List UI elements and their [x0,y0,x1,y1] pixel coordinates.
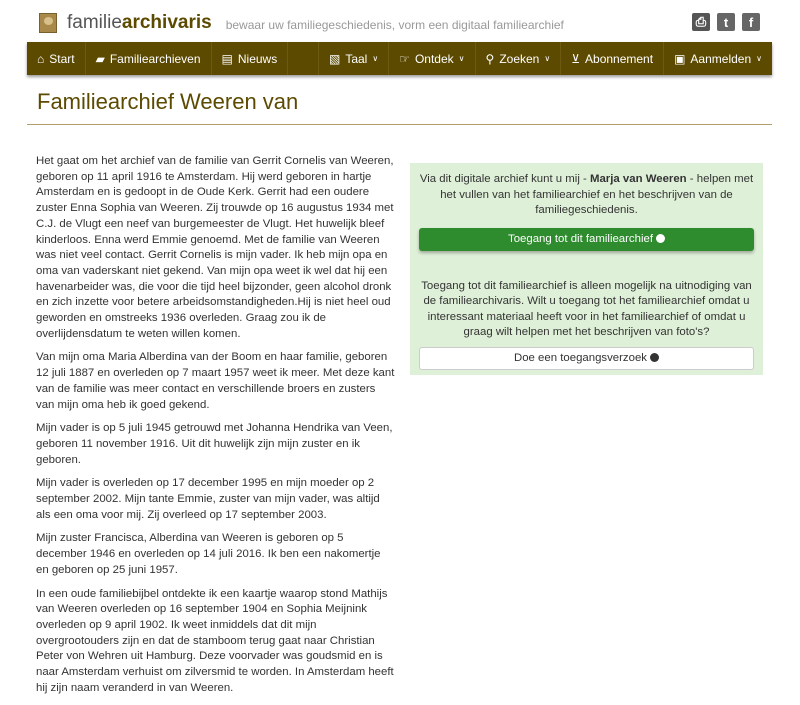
nav-ontdek[interactable] [389,42,475,75]
nav-label: Zoeken [499,51,540,66]
chevron-circle-right-icon [650,353,659,362]
request-access-button[interactable] [419,347,754,370]
button-label: Doe een toegangsverzoek [514,351,647,364]
paragraph: Mijn vader is overleden op 17 december 1995 en mijn moeder op 2 september 2002. Mijn tante Emmie, zuster van mijn vader, was altijd als een oma voor mij. Zij overleed op 17 september 2003. [36,477,380,521]
home-icon: ⌂ [37,51,45,66]
access-archive-button[interactable] [419,228,754,251]
search-icon: ⚲ [485,51,495,66]
nav-nieuws[interactable] [212,42,289,75]
intro-text: - helpen met het vullen van het familiearchief en het beschrijven van de familiegeschiedenis. [440,173,754,216]
access-panel [410,163,763,375]
nav-taal[interactable] [319,42,389,75]
archive-description [36,154,396,705]
brand-bold: archivaris [121,12,212,33]
nav-label: Abonnement [585,51,654,66]
nav-label: Ontdek [414,51,454,66]
chevron-circle-right-icon [656,234,665,243]
panel-intro [419,172,754,219]
button-label: Toegang tot dit familiearchief [508,232,653,245]
brand-light: familie [67,12,122,33]
chevron-down-icon: ∨ [458,54,465,63]
nav-label: Nieuws [237,51,278,66]
lock-icon: ▣ [674,51,686,66]
translate-icon: ▧ [328,51,341,66]
newspaper-icon: ▤ [221,51,233,66]
tagline: bewaar uw familiegeschiedenis, vorm een digitaal familiearchief [225,17,564,32]
nav-start[interactable] [27,42,86,75]
nav-label: Taal [345,51,368,66]
paragraph: In een oude familiebijbel ontdekte ik een kaartje waarop stond Mathijs van Weeren overleden op 16 september 1904 en Sophia Meijnink overleden op 9 april 1902. Ik weet inmiddels dat dit mijn overgrootouders zijn en dat de stamboom terug gaat naar Christian Peter von Wehren uit Hamburg. Deze voorvader was goudsmid en is naar Amsterdam verhuist om zilversmid te worden. In Amsterdam heeft hij zijn naam veranderd in van Weeren. [36,587,394,694]
nav-abonnement[interactable] [561,42,664,75]
facebook-icon[interactable]: f [742,13,760,31]
main-nav [27,42,772,75]
paragraph: Het gaat om het archief van de familie van Gerrit Cornelis van Weeren, geboren op 11 april 1916 te Amsterdam. Hij werd geboren in hartje Amsterdam en is gedoopt in de Oude Kerk. Gerrit had een oudere zuster Enna Sophia van Weeren. Zij trouwde op 16 augustus 1934 met C.J. de Vlugt een neef van burgemeester de Vlugt. Het huwelijk bleef kinderloos. Enna werd Emmie genoemd. Met de familie van Weeren was niet veel contact. Gerrit Cornelis is mijn vader. Ik heb mijn opa en oma van vaderskant niet gekend. Van mijn opa weet ik wel dat hij een havenarbeider was, die voor die tijd heel bijzonder, geen alcohol dronk en zich inzette voor betere arbeidsomstandigheden.Hij is niet heel oud geworden en omstreeks 1936 overleden. Graag zou ik de overlijdensdatum te weten willen komen. [36,155,394,340]
nav-zoeken[interactable] [476,42,562,75]
chevron-down-icon: ∨ [544,54,551,63]
chevron-down-icon: ∨ [372,54,379,63]
paragraph: Mijn zuster Francisca, Alberdina van Weeren is geboren op 5 december 1946 en overleden op 14 juli 2016. Ik ben een nakomertje en geboren op 25 juni 1957. [36,532,381,576]
nav-label: Start [49,51,75,66]
tree-logo-icon[interactable] [39,13,57,33]
nav-spacer [288,42,319,75]
hand-icon: ☞ [399,51,410,66]
book-icon: ▰ [95,51,105,66]
page-title: Familiearchief Weeren van [37,89,299,114]
panel-info: Toegang tot dit familiearchief is alleen mogelijk na uitnodiging van de familiearchivaris. Wilt u toegang tot het familiearchief omdat u interessant materiaal heeft voor in het familiearchief of omdat u graag wilt helpen met het beschrijven van foto's? [421,279,752,338]
paragraph: Van mijn oma Maria Alberdina van der Boom en haar familie, geboren 12 juli 1887 en overleden op 7 maart 1957 weet ik meer. Met deze kant van de familie was meer contact en verschillende broers en zusters van mijn oma heb ik goed gekend. [36,351,395,411]
brand-name[interactable] [67,12,212,34]
twitter-icon[interactable]: t [717,13,735,31]
nav-label: Familiearchieven [109,51,201,66]
nav-aanmelden[interactable] [664,42,772,75]
nav-label: Aanmelden [690,51,752,66]
nav-familiearchieven[interactable] [86,42,212,75]
cart-icon: ⊻ [571,51,581,66]
social-links [692,13,760,31]
chevron-down-icon: ∨ [756,54,762,63]
divider [27,124,772,125]
archivist-name: Marja van Weeren [589,173,687,185]
paragraph: Mijn vader is op 5 juli 1945 getrouwd met Johanna Hendrika van Veen, geboren 11 november 1916. Uit dit huwelijk zijn mijn zuster en ik geboren. [36,422,393,466]
print-icon[interactable]: ⎙ [692,13,710,31]
intro-text: Via dit digitale archief kunt u mij - [419,173,590,185]
site-header [39,12,564,34]
